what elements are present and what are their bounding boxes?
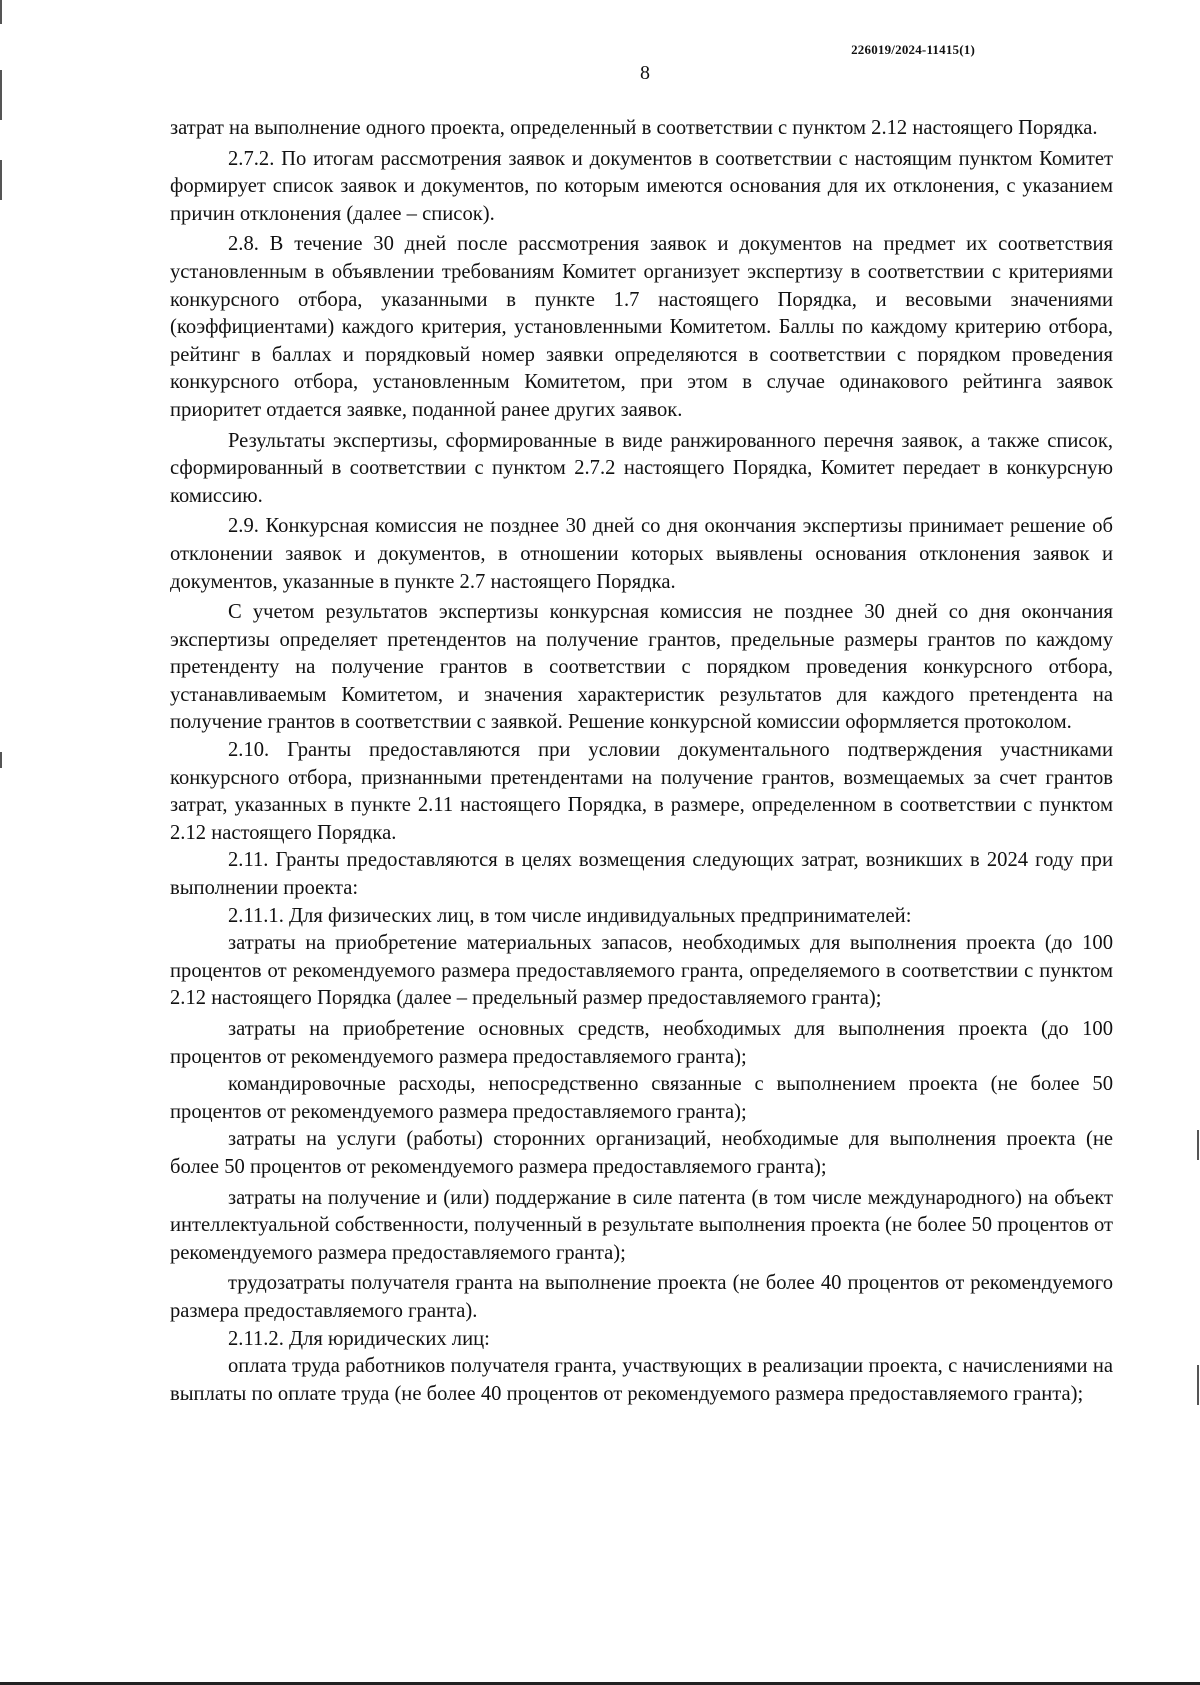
scan-edge-mark [0, 160, 2, 200]
paragraph-2-11-2: 2.11.2. Для юридических лиц: [228, 1327, 490, 1350]
paragraph-commission-decision: С учетом результатов экспертизы конкурсная комиссия не позднее 30 дней со дня окончания экспертизы определяет претендентов на получение грантов, предельные размеры грантов по каждому претенденту на получение грантов в соответствии с порядком проведения конкурсного отбора, устанавливаемым Комитетом, и значения характеристик результатов для каждого претендента на получение грантов в соответствии с заявкой. Решение конкурсной комиссии оформляется протоколом. [170, 601, 1113, 734]
paragraph-2-8: 2.8. В течение 30 дней после рассмотрения заявок и документов на предмет их соответствия установленным в объявлении требованиям Комитет организует экспертизу в соответствии с критериями конкурсного отбора, указанными в пункте 1.7 настоящего Порядка, и весовыми значениями (коэффициентами) каждого критерия, установленными Комитетом. Баллы по каждому критерию отбора, рейтинг в баллах и порядковый номер заявки определяются в соответствии с порядком проведения конкурсного отбора, установленным Комитетом, при этом в случае одинакового рейтинга заявок приоритет отдается заявке, поданной ранее других заявок. [170, 233, 1113, 421]
scan-edge-mark [1197, 1130, 1199, 1160]
page-number: 8 [640, 62, 650, 84]
scan-edge-mark [0, 0, 2, 24]
document-id: 226019/2024-11415(1) [851, 42, 975, 57]
paragraph-continuation: затрат на выполнение одного проекта, определенный в соответствии с пунктом 2.12 настоящего Порядка. [170, 117, 1098, 139]
paragraph-2-11: 2.11. Гранты предоставляются в целях возмещения следующих затрат, возникших в 2024 году при выполнении проекта: [170, 849, 1113, 900]
paragraph-third-party-services: затраты на услуги (работы) сторонних организаций, необходимые для выполнения проекта (не более 50 процентов от рекомендуемого размера предоставляемого гранта); [170, 1128, 1113, 1178]
paragraph-2-11-1: 2.11.1. Для физических лиц, в том числе индивидуальных предпринимателей: [228, 904, 912, 927]
scan-edge-mark [1197, 1365, 1199, 1405]
scan-edge-mark [0, 752, 2, 768]
paragraph-expertise-results: Результаты экспертизы, сформированные в виде ранжированного перечня заявок, а также список, сформированный в соответствии с пунктом 2.7.2 настоящего Порядка, Комитет передает в конкурсную комиссию. [170, 429, 1113, 507]
paragraph-employee-wages: оплата труда работников получателя гранта, участвующих в реализации проекта, с начислениями на выплаты по оплате труда (не более 40 процентов от рекомендуемого размера предоставляемого гранта); [170, 1355, 1113, 1405]
paragraph-travel-expenses: командировочные расходы, непосредственно связанные с выполнением проекта (не более 50 процентов от рекомендуемого размера предоставляемого гранта); [170, 1073, 1113, 1123]
paragraph-material-costs: затраты на приобретение материальных запасов, необходимых для выполнения проекта (до 100 процентов от рекомендуемого размера предоставляемого гранта, определяемого в соответствии с пунктом 2.12 настоящего Порядка (далее – предельный размер предоставляемого гранта); [170, 932, 1113, 1010]
paragraph-labor-costs: трудозатраты получателя гранта на выполнение проекта (не более 40 процентов от рекомендуемого размера предоставляемого гранта). [170, 1272, 1113, 1322]
document-body [170, 115, 1113, 1408]
paragraph-fixed-assets: затраты на приобретение основных средств, необходимых для выполнения проекта (до 100 процентов от рекомендуемого размера предоставляемого гранта); [170, 1018, 1113, 1068]
paragraph-2-7-2: 2.7.2. По итогам рассмотрения заявок и документов в соответствии с настоящим пунктом Комитет формирует список заявок и документов, по которым имеются основания для их отклонения, с указанием причин отклонения (далее – список). [170, 147, 1113, 225]
paragraph-patent-costs: затраты на получение и (или) поддержание в силе патента (в том числе международного) на объект интеллектуальной собственности, полученный в результате выполнения проекта (не более 50 процентов от рекомендуемого размера предоставляемого гранта); [170, 1186, 1113, 1264]
scan-edge-mark [0, 70, 2, 120]
paragraph-2-10: 2.10. Гранты предоставляются при условии документального подтверждения участниками конкурсного отбора, признанными претендентами на получение грантов, возмещаемых за счет грантов затрат, указанных в пункте 2.11 настоящего Порядка, в размере, определенном в соответствии с пунктом 2.12 настоящего Порядка. [170, 739, 1113, 844]
paragraph-2-9: 2.9. Конкурсная комиссия не позднее 30 дней со дня окончания экспертизы принимает решение об отклонении заявок и документов, в отношении которых выявлены основания отклонения заявок и документов, указанные в пункте 2.7 настоящего Порядка. [170, 515, 1113, 593]
